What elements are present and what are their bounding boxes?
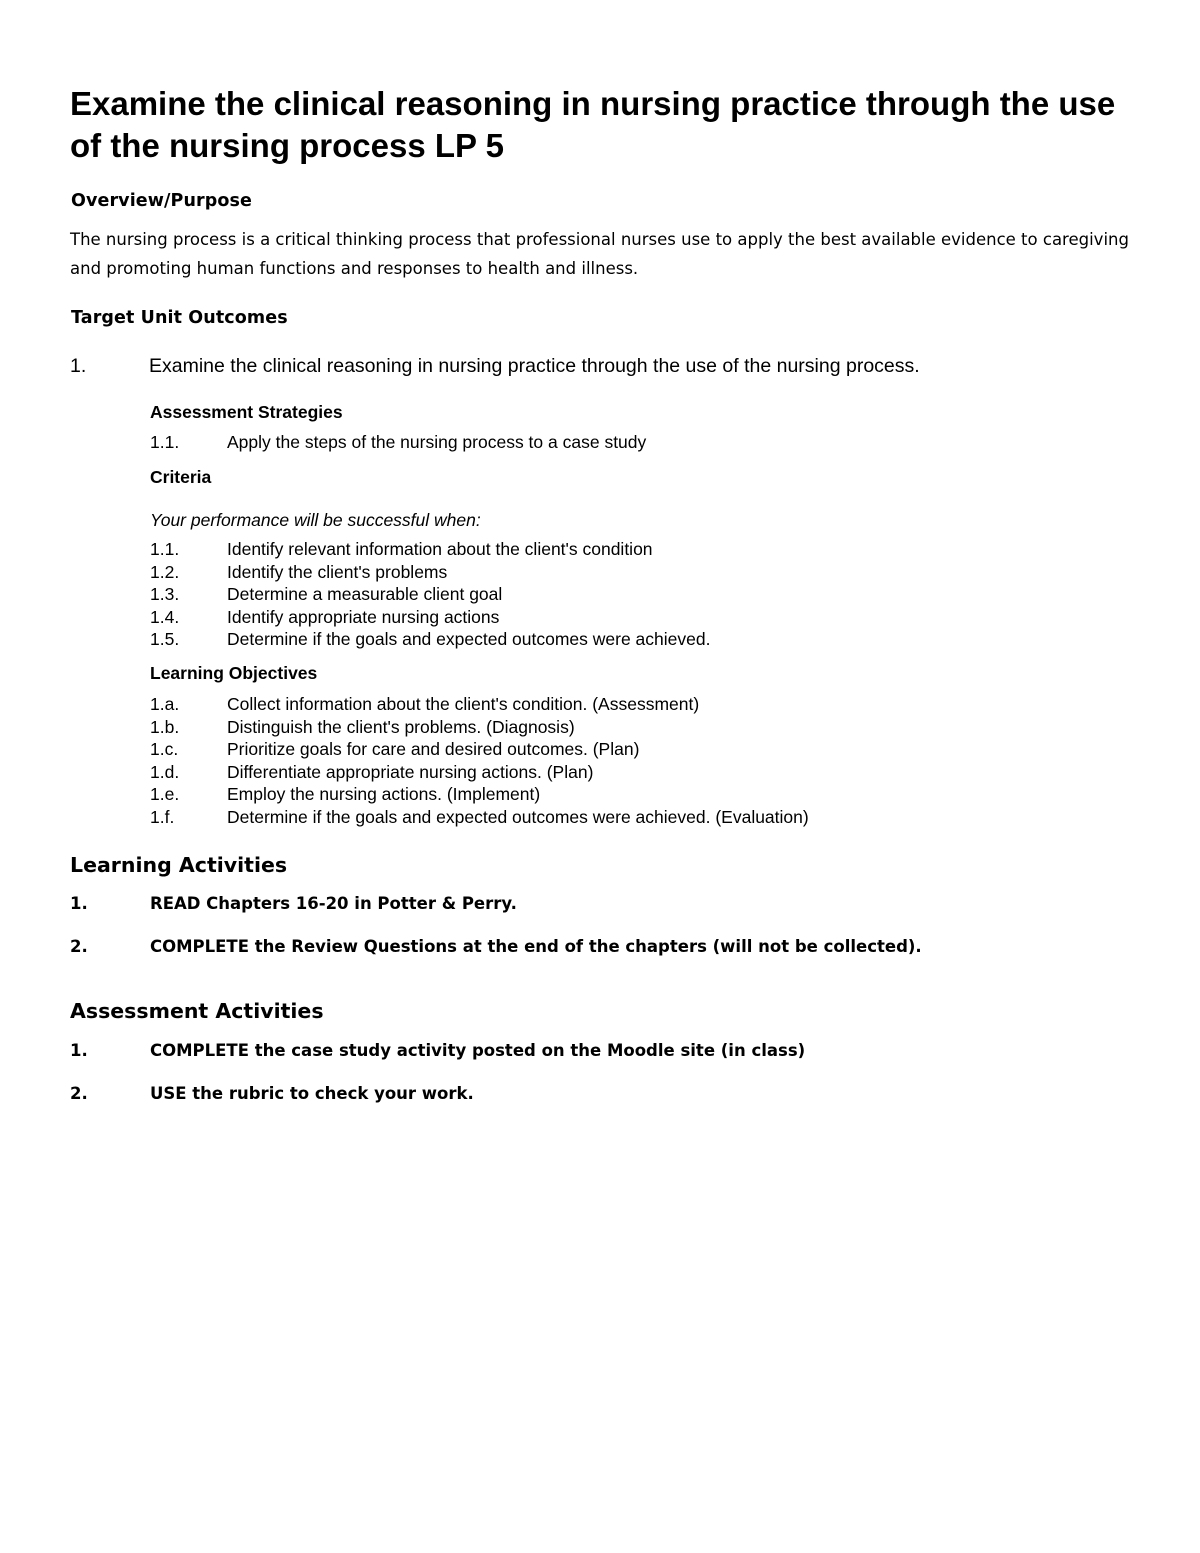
item-text: Determine if the goals and expected outcomes were achieved. (227, 629, 711, 649)
learning-objectives-heading: Learning Objectives (150, 663, 318, 683)
target-outcomes-heading: Target Unit Outcomes (71, 308, 288, 328)
learning-activities-heading: Learning Activities (70, 853, 288, 877)
item-number: 1.5. (150, 629, 180, 649)
item-text: Distinguish the client's problems. (Diagnosis) (227, 716, 575, 737)
item-number: 1.1. (150, 539, 180, 559)
outcome-text: Examine the clinical reasoning in nursing practice through the use of the nursing process. (149, 355, 920, 377)
item-number: 1. (70, 894, 88, 913)
item-text: Determine if the goals and expected outcomes were achieved. (Evaluation) (227, 806, 809, 827)
item-text: Prioritize goals for care and desired outcomes. (Plan) (227, 739, 640, 759)
item-text: Identify appropriate nursing actions (227, 606, 500, 627)
item-number: 2. (70, 1083, 88, 1103)
item-number: 1.b. (150, 716, 180, 737)
item-text: READ Chapters 16-20 in Potter & Perry. (150, 894, 517, 913)
overview-text: The nursing process is a critical thinking process that professional nurses use to apply the best available evidence to caregiving and promoting human functions and responses to health and illness. (70, 230, 1129, 278)
item-number: 1.1. (150, 432, 180, 452)
item-text: Differentiate appropriate nursing actions. (Plan) (227, 761, 594, 782)
item-text: Employ the nursing actions. (Implement) (227, 784, 541, 804)
outcome-number: 1. (70, 355, 87, 377)
item-number: 1.f. (150, 806, 175, 827)
item-number: 1. (70, 1041, 88, 1060)
criteria-heading: Criteria (150, 467, 212, 487)
overview-heading: Overview/Purpose (71, 191, 252, 211)
item-number: 1.a. (150, 694, 180, 714)
item-text: COMPLETE the Review Questions at the end of the chapters (will not be collected). (150, 936, 922, 956)
item-text: USE the rubric to check your work. (150, 1083, 474, 1103)
item-text: Identify relevant information about the client's condition (227, 539, 653, 559)
page-title: Examine the clinical reasoning in nursing practice through the use of the nursing process LP 5 (70, 85, 1116, 164)
item-text: Collect information about the client's condition. (Assessment) (227, 694, 700, 714)
assessment-activities-heading: Assessment Activities (70, 999, 324, 1023)
item-number: 2. (70, 936, 88, 956)
item-number: 1.c. (150, 739, 179, 759)
item-text: Apply the steps of the nursing process to a case study (227, 432, 647, 452)
item-number: 1.4. (150, 606, 180, 627)
criteria-intro: Your performance will be successful when: (150, 510, 481, 530)
item-number: 1.2. (150, 561, 180, 582)
item-text: Identify the client's problems (227, 561, 448, 582)
item-number: 1.d. (150, 761, 180, 782)
item-number: 1.3. (150, 584, 180, 604)
item-text: COMPLETE the case study activity posted on the Moodle site (in class) (150, 1041, 806, 1060)
item-text: Determine a measurable client goal (227, 584, 503, 604)
item-number: 1.e. (150, 784, 180, 804)
assessment-strategies-heading: Assessment Strategies (150, 402, 343, 422)
